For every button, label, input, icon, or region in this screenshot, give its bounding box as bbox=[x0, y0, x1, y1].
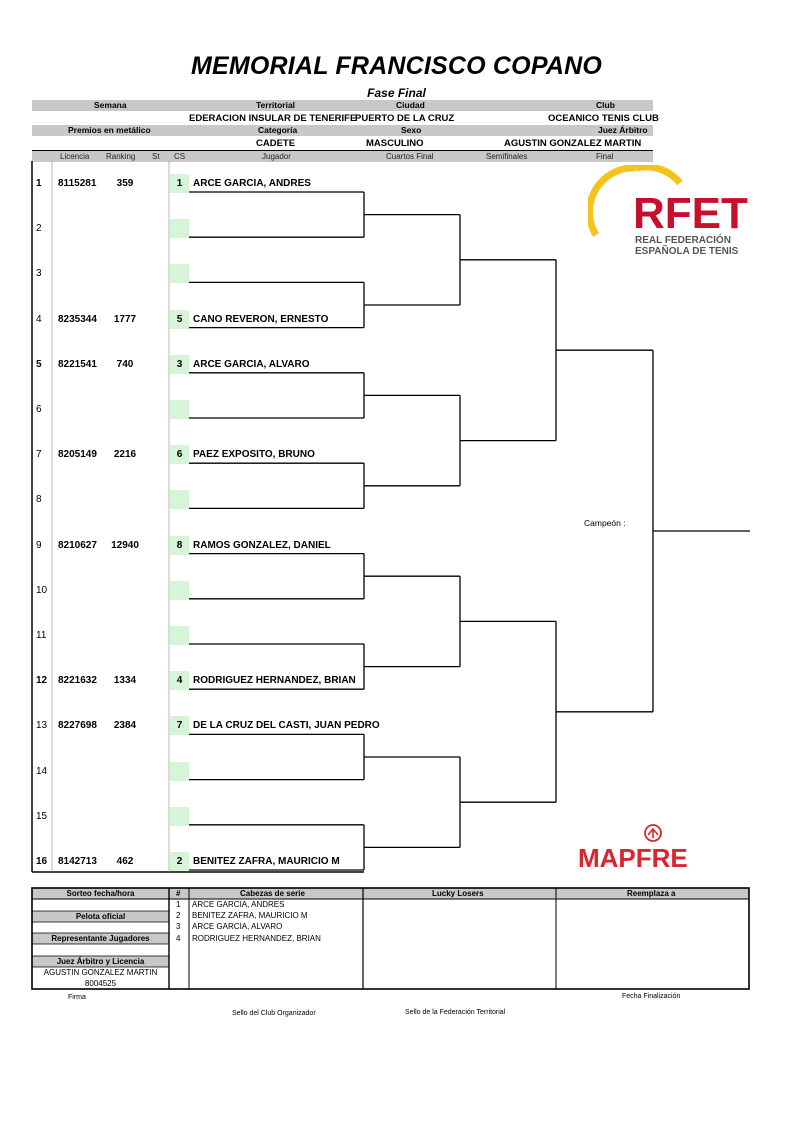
seed-box: 1 bbox=[170, 174, 189, 193]
mapfre-text: MAPFRE bbox=[578, 843, 688, 871]
campeon-label: Campeón : bbox=[584, 518, 626, 528]
footer-representante: Representante Jugadores bbox=[51, 934, 150, 943]
col-jugador: Jugador bbox=[262, 152, 291, 161]
player-license: 8221541 bbox=[58, 358, 97, 370]
player-ranking: 2384 bbox=[113, 720, 137, 732]
draw-position: 13 bbox=[36, 720, 48, 732]
col-cs: CS bbox=[174, 152, 186, 161]
footer-hash: # bbox=[176, 889, 181, 898]
draw-position: 11 bbox=[36, 630, 47, 641]
value-categoria: CADETE bbox=[256, 138, 296, 149]
sello-federacion-label: Sello de la Federación Territorial bbox=[405, 1009, 506, 1016]
player-license: 8235344 bbox=[58, 313, 97, 325]
footer-cabezas: Cabezas de serie bbox=[240, 889, 305, 898]
player-name: ARCE GARCIA, ALVARO bbox=[193, 358, 310, 370]
draw-position: 6 bbox=[36, 404, 42, 415]
seed-box: 8 bbox=[170, 536, 189, 555]
col-ranking: Ranking bbox=[106, 152, 136, 161]
player-name: DE LA CRUZ DEL CASTI, JUAN PEDRO bbox=[193, 720, 380, 732]
draw-position: 15 bbox=[36, 810, 48, 822]
col-semis: Semifinales bbox=[486, 152, 528, 161]
footer-juez-name: AGUSTIN GONZALEZ MARTIN bbox=[43, 968, 158, 977]
player-ranking: 462 bbox=[116, 856, 134, 867]
player-name: RODRIGUEZ HERNANDEZ, BRIAN bbox=[193, 675, 356, 687]
seed-number: 1 bbox=[176, 900, 181, 909]
label-sexo: Sexo bbox=[401, 125, 422, 135]
footer-juez-lic: Juez Árbitro y Licencia bbox=[56, 957, 145, 966]
col-licencia: Licencia bbox=[60, 152, 90, 161]
value-territorial: EDERACION INSULAR DE TENERIFE bbox=[189, 113, 357, 124]
sello-club-label: Sello del Club Organizador bbox=[232, 1010, 316, 1017]
value-sexo: MASCULINO bbox=[366, 138, 424, 149]
rfet-line2: ESPAÑOLA DE TENIS bbox=[635, 246, 739, 257]
player-name: ARCE GARCIA, ANDRES bbox=[193, 178, 311, 189]
draw-position: 3 bbox=[36, 268, 42, 280]
seed-box: 4 bbox=[170, 671, 189, 690]
label-territorial: Territorial bbox=[256, 100, 296, 110]
footer-pelota: Pelota oficial bbox=[75, 912, 126, 921]
col-final: Final bbox=[596, 152, 614, 161]
player-name: BENITEZ ZAFRA, MAURICIO M bbox=[193, 856, 340, 867]
player-license: 8142713 bbox=[58, 856, 97, 867]
seed-box: 6 bbox=[170, 445, 189, 464]
draw-position: 5 bbox=[36, 358, 42, 370]
draw-position: 4 bbox=[36, 313, 42, 325]
draw-position: 1 bbox=[36, 178, 42, 189]
draw-position: 10 bbox=[36, 584, 48, 596]
draw-position: 12 bbox=[36, 675, 48, 687]
player-license: 8115281 bbox=[58, 178, 97, 189]
player-license: 8221632 bbox=[58, 675, 97, 687]
player-name: RAMOS GONZALEZ, DANIEL bbox=[193, 539, 331, 551]
player-license: 8227698 bbox=[58, 720, 97, 732]
rfet-line1: REAL FEDERACIÓN bbox=[635, 235, 731, 246]
label-categoria: Categoría bbox=[258, 125, 298, 135]
player-ranking: 12940 bbox=[111, 539, 139, 551]
player-name: CANO REVERON, ERNESTO bbox=[193, 313, 329, 325]
seed-player-name: RODRIGUEZ HERNANDEZ, BRIAN bbox=[192, 933, 321, 943]
draw-position: 2 bbox=[36, 223, 42, 235]
footer-lucky: Lucky Losers bbox=[432, 889, 484, 898]
player-ranking: 359 bbox=[116, 178, 134, 189]
draw-position: 8 bbox=[36, 494, 42, 506]
seed-number: 3 bbox=[176, 922, 181, 932]
draw-position: 9 bbox=[36, 539, 42, 551]
label-semana: Semana bbox=[94, 100, 127, 110]
firma-label: Firma bbox=[68, 994, 86, 1001]
player-ranking: 1334 bbox=[113, 675, 137, 687]
seed-number: 4 bbox=[176, 933, 181, 943]
seed-box: 7 bbox=[170, 716, 189, 735]
value-juez: AGUSTIN GONZALEZ MARTIN bbox=[504, 138, 642, 149]
player-ranking: 1777 bbox=[113, 313, 137, 325]
draw-position: 16 bbox=[36, 856, 48, 867]
fecha-finalizacion-label: Fecha Finalización bbox=[622, 993, 681, 1000]
footer-juez-num: 8004525 bbox=[84, 979, 117, 988]
footer-sorteo: Sorteo fecha/hora bbox=[66, 889, 135, 898]
draw-position: 7 bbox=[36, 449, 42, 461]
seed-player-name: ARCE GARCIA, ALVARO bbox=[192, 922, 283, 932]
seed-player-name: ARCE GARCIA, ANDRES bbox=[192, 900, 285, 909]
label-ciudad: Ciudad bbox=[396, 100, 425, 110]
player-name: PAEZ EXPOSITO, BRUNO bbox=[193, 449, 315, 461]
draw-position: 14 bbox=[36, 765, 48, 777]
seed-box: 5 bbox=[170, 310, 189, 329]
col-st: St bbox=[152, 152, 160, 161]
page-subtitle: Fase Final bbox=[367, 86, 426, 100]
player-license: 8205149 bbox=[58, 449, 97, 461]
rfet-letters: RFET bbox=[633, 189, 748, 238]
value-ciudad: PUERTO DE LA CRUZ bbox=[355, 113, 455, 124]
page-title: MEMORIAL FRANCISCO COPANO bbox=[190, 52, 603, 80]
label-club: Club bbox=[596, 100, 615, 110]
seed-box: 3 bbox=[170, 355, 189, 374]
label-premios: Premios en metálico bbox=[68, 125, 151, 135]
label-juez: Juez Árbitro bbox=[598, 125, 648, 135]
footer-reemplaza: Reemplaza a bbox=[627, 889, 676, 898]
seed-player-name: BENITEZ ZAFRA, MAURICIO M bbox=[192, 911, 308, 921]
player-ranking: 740 bbox=[116, 358, 134, 370]
seed-number: 2 bbox=[176, 911, 181, 921]
seed-box: 2 bbox=[170, 852, 189, 871]
value-club: OCEANICO TENIS CLUB bbox=[548, 113, 659, 124]
col-cuartos: Cuartos Final bbox=[386, 152, 434, 161]
player-ranking: 2216 bbox=[113, 449, 137, 461]
player-license: 8210627 bbox=[58, 539, 97, 551]
